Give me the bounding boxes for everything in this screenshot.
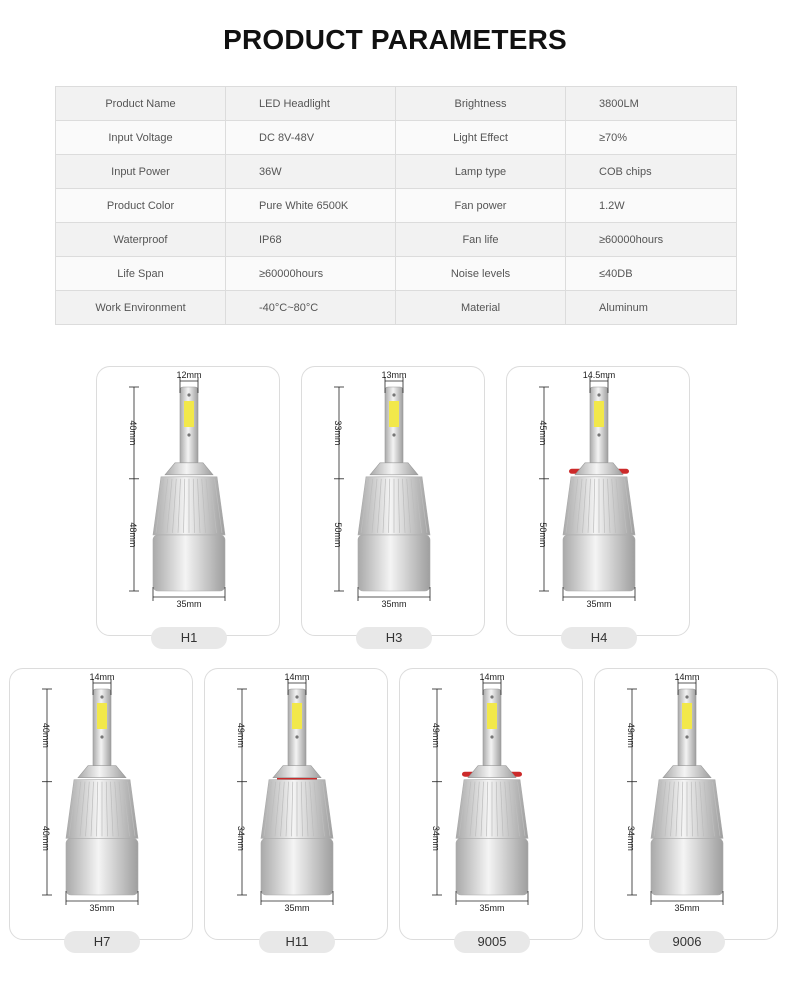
- dimension-base-width: 35mm: [284, 903, 310, 913]
- dimension-bottom-height: 40mm: [41, 825, 51, 851]
- parameter-value: -40°C~80°C: [226, 291, 396, 325]
- fan-housing: [153, 535, 225, 591]
- parameter-name: Material: [396, 291, 566, 325]
- parameter-value: ≥60000hours: [566, 223, 737, 257]
- bulb-card-h11: [204, 668, 388, 949]
- parameter-name: Work Environment: [56, 291, 226, 325]
- bulb-type-label: H3: [356, 627, 432, 649]
- parameter-value: 3800LM: [566, 87, 737, 121]
- parameter-value: IP68: [226, 223, 396, 257]
- cob-chip: [389, 401, 399, 427]
- cob-chip: [97, 703, 107, 729]
- dimension-width: 14.5mm: [582, 370, 616, 380]
- dimension-top-height: 45mm: [538, 420, 548, 446]
- parameter-value: 36W: [226, 155, 396, 189]
- dimension-base-width: 35mm: [89, 903, 115, 913]
- parameter-value: 1.2W: [566, 189, 737, 223]
- cob-chip: [184, 401, 194, 427]
- dimension-bottom-height: 48mm: [128, 522, 138, 548]
- parameter-name: Waterproof: [56, 223, 226, 257]
- bulb-type-label: H11: [259, 931, 335, 953]
- table-row: [56, 291, 737, 325]
- bulb-card-9006: [594, 668, 778, 949]
- bulb-card-h3: [301, 366, 485, 645]
- dimension-top-height: 49mm: [626, 722, 636, 748]
- fan-housing: [456, 838, 528, 895]
- parameter-value: LED Headlight: [226, 87, 396, 121]
- table-row: [56, 155, 737, 189]
- bulb-diagram: [400, 669, 584, 941]
- bulb-diagram: [595, 669, 779, 941]
- bulb-type-label: H4: [561, 627, 637, 649]
- bulb-flange: [78, 766, 126, 778]
- bulb-card-h4: [506, 366, 690, 645]
- dimension-top-height: 40mm: [128, 420, 138, 446]
- parameter-value: Aluminum: [566, 291, 737, 325]
- fan-housing: [358, 535, 430, 591]
- parameter-value: Pure White 6500K: [226, 189, 396, 223]
- dimension-bottom-height: 50mm: [538, 522, 548, 548]
- dimension-top-height: 49mm: [236, 722, 246, 748]
- parameter-name: Product Name: [56, 87, 226, 121]
- bulb-card-h1: [96, 366, 280, 645]
- fan-housing: [563, 535, 635, 591]
- bulb-type-label: 9006: [649, 931, 725, 953]
- bulb-type-label: H7: [64, 931, 140, 953]
- dimension-base-width: 35mm: [674, 903, 700, 913]
- bulb-diagram: [10, 669, 194, 941]
- table-row: [56, 223, 737, 257]
- dimension-width: 14mm: [674, 672, 700, 682]
- bulb-flange: [575, 463, 623, 475]
- parameter-name: Input Power: [56, 155, 226, 189]
- bulb-flange: [370, 463, 418, 475]
- dimension-bottom-height: 34mm: [431, 825, 441, 851]
- dimension-top-height: 40mm: [41, 722, 51, 748]
- parameter-value: ≥70%: [566, 121, 737, 155]
- parameters-table: [55, 86, 737, 325]
- bulb-flange: [468, 766, 516, 778]
- cob-chip: [682, 703, 692, 729]
- dimension-width: 13mm: [381, 370, 407, 380]
- table-row: [56, 121, 737, 155]
- bulb-flange: [273, 766, 321, 778]
- bulb-diagram: [507, 367, 691, 637]
- dimension-base-width: 35mm: [479, 903, 505, 913]
- dimension-bottom-height: 34mm: [626, 825, 636, 851]
- dimension-width: 14mm: [89, 672, 115, 682]
- parameter-name: Noise levels: [396, 257, 566, 291]
- cob-chip: [487, 703, 497, 729]
- fan-housing: [651, 838, 723, 895]
- parameter-name: Light Effect: [396, 121, 566, 155]
- dimension-top-height: 49mm: [431, 722, 441, 748]
- parameter-name: Lamp type: [396, 155, 566, 189]
- bulb-flange: [663, 766, 711, 778]
- parameter-name: Input Voltage: [56, 121, 226, 155]
- fan-housing: [66, 838, 138, 895]
- dimension-width: 12mm: [176, 370, 202, 380]
- bulb-type-label: H1: [151, 627, 227, 649]
- dimension-base-width: 35mm: [586, 599, 612, 609]
- dimension-top-height: 33mm: [333, 420, 343, 446]
- cob-chip: [594, 401, 604, 427]
- page-title: PRODUCT PARAMETERS: [223, 24, 567, 55]
- dimension-width: 14mm: [284, 672, 310, 682]
- table-row: [56, 257, 737, 291]
- dimension-base-width: 35mm: [381, 599, 407, 609]
- parameter-name: Fan life: [396, 223, 566, 257]
- bulb-diagram: [302, 367, 486, 637]
- parameter-name: Product Color: [56, 189, 226, 223]
- table-row: [56, 87, 737, 121]
- parameter-value: DC 8V-48V: [226, 121, 396, 155]
- bulb-type-label: 9005: [454, 931, 530, 953]
- bulb-diagram: [205, 669, 389, 941]
- parameter-name: Life Span: [56, 257, 226, 291]
- bulb-diagram: [97, 367, 281, 637]
- cob-chip: [292, 703, 302, 729]
- bulb-card-h7: [9, 668, 193, 949]
- fan-housing: [261, 838, 333, 895]
- dimension-width: 14mm: [479, 672, 505, 682]
- dimension-bottom-height: 34mm: [236, 825, 246, 851]
- parameter-value: COB chips: [566, 155, 737, 189]
- dimension-base-width: 35mm: [176, 599, 202, 609]
- dimension-bottom-height: 50mm: [333, 522, 343, 548]
- table-row: [56, 189, 737, 223]
- parameter-value: ≤40DB: [566, 257, 737, 291]
- parameter-value: ≥60000hours: [226, 257, 396, 291]
- bulb-card-9005: [399, 668, 583, 949]
- parameter-name: Brightness: [396, 87, 566, 121]
- bulb-flange: [165, 463, 213, 475]
- parameter-name: Fan power: [396, 189, 566, 223]
